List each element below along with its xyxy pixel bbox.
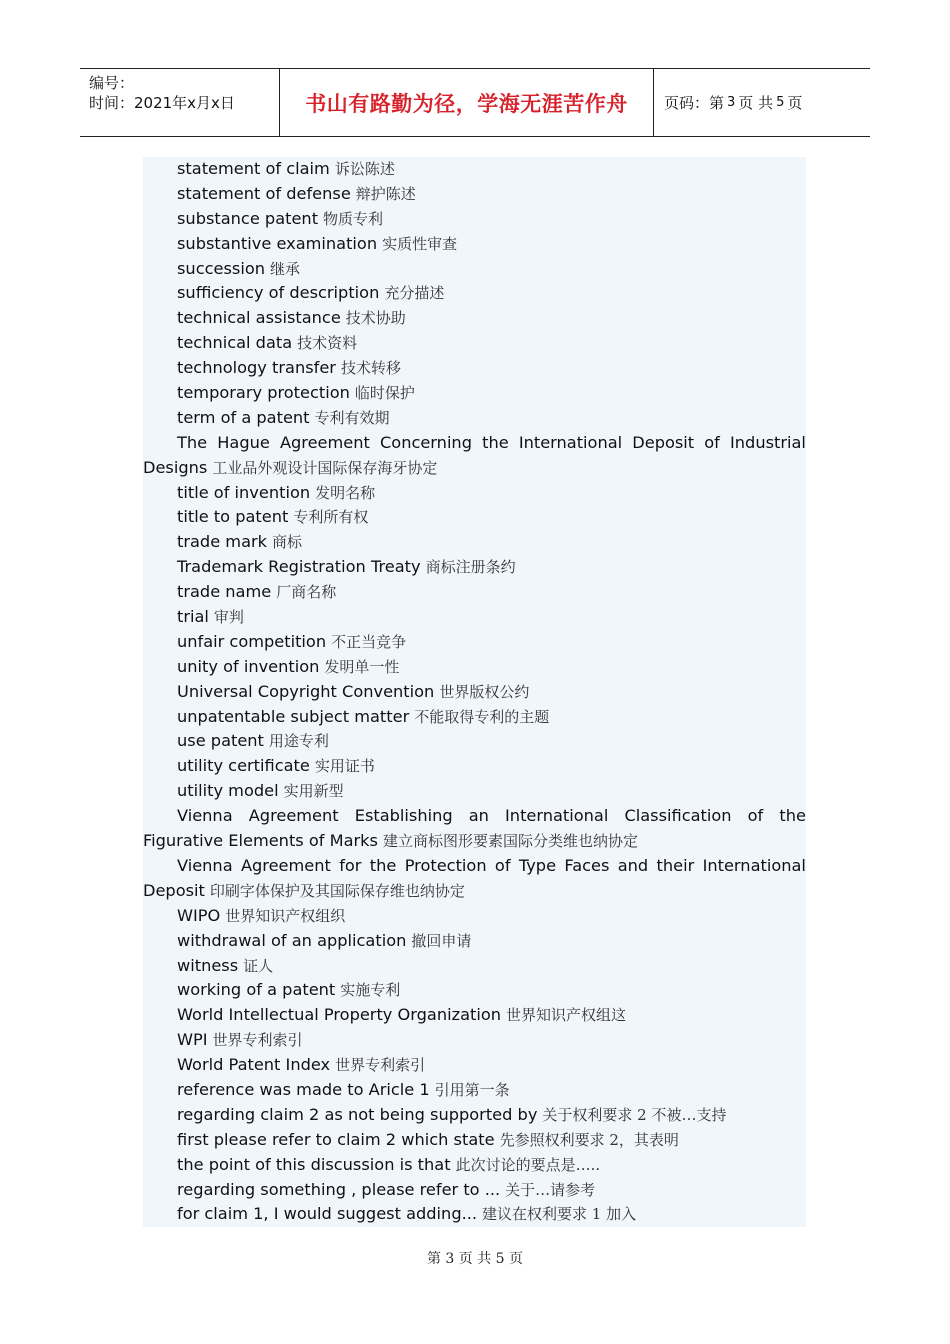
glossary-entry — [143, 929, 806, 954]
term-zh: 世界专利索引 — [212, 1031, 303, 1050]
hague-line — [143, 431, 806, 456]
justified-word: Industrial — [730, 432, 806, 452]
term-zh: 印刷字体保护及其国际保存维也纳协定 — [209, 881, 465, 900]
term-zh: 不能取得专利的主题 — [414, 707, 550, 726]
term-en: succession — [177, 258, 265, 278]
page-header — [80, 68, 870, 137]
page-footer: 第 3 页 共 5 页 — [426, 1251, 524, 1267]
justified-word: of — [494, 855, 511, 875]
term-en: regarding claim 2 as not being supported by — [177, 1104, 538, 1124]
term-zh: 物质专利 — [323, 209, 384, 228]
term-zh: 世界知识产权组这 — [506, 1006, 627, 1025]
term-zh: 临时保护 — [354, 384, 415, 403]
term-en: regarding something , please refer to ... — [177, 1179, 501, 1199]
term-en: working of a patent — [177, 980, 336, 1000]
justified-word: Vienna — [177, 806, 233, 826]
glossary-entry — [143, 257, 806, 282]
term-zh: 不正当竞争 — [331, 632, 407, 651]
term-zh: 商标注册条约 — [425, 558, 516, 577]
term-en: trade name — [177, 582, 272, 602]
term-zh: 技术协助 — [345, 309, 406, 328]
time-label: 时间：2021年x月x日 — [89, 94, 235, 112]
justified-word: Agreement — [279, 432, 370, 452]
term-en: temporary protection — [177, 383, 350, 403]
term-zh: 建立商标图形要素国际分类维也纳协定 — [382, 832, 638, 851]
term-en: substantive examination — [177, 233, 378, 253]
glossary-entry — [143, 779, 806, 804]
term-zh: 工业品外观设计国际保存海牙协定 — [212, 458, 438, 477]
glossary-content — [143, 157, 806, 1227]
justified-word: of — [704, 432, 720, 452]
term-zh: 关于…请参考 — [505, 1180, 596, 1199]
glossary-entry — [143, 655, 806, 680]
term-zh: 技术资料 — [297, 334, 358, 353]
page-suffix: 页 — [787, 94, 803, 112]
glossary-entry — [143, 754, 806, 779]
term-en: WPI — [177, 1030, 208, 1050]
term-zh: 诉讼陈述 — [334, 160, 395, 178]
justified-word: Hague — [217, 432, 270, 452]
justified-word: International — [702, 855, 806, 875]
glossary-entry — [143, 381, 806, 406]
term-en: first please refer to claim 2 which state — [177, 1129, 495, 1149]
glossary-entry — [143, 904, 806, 929]
vienna1-cont — [143, 829, 806, 854]
term-en: trial — [177, 607, 209, 627]
justified-word: Concerning — [379, 432, 472, 452]
glossary-list-2 — [143, 481, 806, 805]
term-zh: 证人 — [243, 956, 274, 975]
glossary-entry — [143, 406, 806, 431]
page-current: 3 — [727, 95, 736, 110]
glossary-entry — [143, 555, 806, 580]
term-zh: 实用新型 — [283, 782, 344, 801]
justified-word: the — [482, 432, 509, 452]
glossary-entry — [143, 481, 806, 506]
glossary-entry — [143, 1053, 806, 1078]
page-prefix: 页码：第 — [664, 94, 725, 112]
glossary-entry — [143, 705, 806, 730]
vienna1-line — [143, 804, 806, 829]
glossary-entry — [143, 630, 806, 655]
term-en: technical assistance — [177, 308, 341, 328]
glossary-entry — [143, 1078, 806, 1103]
term-en: unity of invention — [177, 656, 320, 676]
term-en: utility model — [177, 781, 279, 801]
glossary-entry — [143, 1128, 806, 1153]
term-en: statement of defense — [177, 183, 351, 203]
glossary-entry — [143, 157, 806, 182]
term-en: for claim 1, I would suggest adding... — [177, 1204, 478, 1224]
term-en: World Patent Index — [177, 1055, 331, 1075]
glossary-entry — [143, 1028, 806, 1053]
term-en: trade mark — [177, 532, 268, 552]
glossary-entry — [143, 680, 806, 705]
term-zh: 实质性审查 — [382, 234, 458, 253]
justified-word: for — [339, 855, 362, 875]
term-en: utility certificate — [177, 756, 310, 776]
justified-word: Classification — [624, 806, 732, 826]
vienna2-cont — [143, 879, 806, 904]
glossary-entry — [143, 1202, 806, 1227]
term-zh: 专利有效期 — [314, 408, 390, 427]
term-en: term of a patent — [177, 407, 310, 427]
term-en: Figurative Elements of Marks — [143, 831, 378, 851]
header-page-info — [654, 69, 870, 136]
term-zh: 关于权利要求 2 不被…支持 — [542, 1105, 727, 1124]
term-en: title of invention — [177, 482, 311, 502]
term-en: Universal Copyright Convention — [177, 681, 435, 701]
page-total: 5 — [776, 95, 785, 110]
term-zh: 专利所有权 — [293, 508, 369, 527]
glossary-entry — [143, 182, 806, 207]
term-en: title to patent — [177, 507, 289, 527]
justified-word: International — [518, 432, 623, 452]
glossary-entry — [143, 729, 806, 754]
term-zh: 撤回申请 — [411, 931, 472, 950]
justified-word: and — [617, 855, 649, 875]
glossary-entry — [143, 1003, 806, 1028]
justified-word: their — [656, 855, 695, 875]
justified-word: The — [177, 432, 208, 452]
header-meta — [80, 69, 280, 136]
justified-word: Deposit — [632, 432, 695, 452]
justified-word: an — [468, 806, 489, 826]
term-zh: 商标 — [272, 533, 303, 552]
term-zh: 审判 — [213, 608, 244, 627]
glossary-entry — [143, 331, 806, 356]
hague-cont — [143, 456, 806, 481]
glossary-entry — [143, 580, 806, 605]
term-en: unpatentable subject matter — [177, 706, 410, 726]
term-en: unfair competition — [177, 631, 327, 651]
glossary-list-1 — [143, 157, 806, 431]
glossary-entry — [143, 605, 806, 630]
term-en: witness — [177, 955, 239, 975]
justified-word: Vienna — [177, 855, 233, 875]
page-mid: 页 共 — [738, 94, 774, 112]
term-zh: 此次讨论的要点是….. — [455, 1155, 601, 1174]
glossary-entry — [143, 306, 806, 331]
justified-word: the — [369, 855, 397, 875]
term-zh: 实施专利 — [340, 981, 401, 1000]
glossary-entry — [143, 954, 806, 979]
term-zh: 引用第一条 — [434, 1080, 510, 1099]
term-en: technical data — [177, 333, 293, 353]
term-en: sufficiency of description — [177, 283, 380, 303]
term-zh: 厂商名称 — [276, 583, 337, 602]
justified-word: Type — [518, 855, 557, 875]
term-zh: 世界知识产权组织 — [225, 906, 346, 925]
justified-word: Faces — [564, 855, 610, 875]
justified-word: International — [505, 806, 609, 826]
term-en: substance patent — [177, 208, 319, 228]
term-zh: 继承 — [269, 259, 300, 278]
glossary-entry — [143, 232, 806, 257]
glossary-entry — [143, 505, 806, 530]
glossary-entry — [143, 1178, 806, 1203]
term-zh: 用途专利 — [268, 732, 329, 751]
justified-word: of — [747, 806, 764, 826]
term-en: World Intellectual Property Organization — [177, 1005, 502, 1025]
glossary-list-3 — [143, 904, 806, 1228]
justified-word: Agreement — [248, 806, 339, 826]
glossary-entry — [143, 281, 806, 306]
glossary-entry — [143, 356, 806, 381]
term-en: withdrawal of an application — [177, 930, 407, 950]
term-zh: 发明名称 — [315, 483, 376, 502]
term-zh: 辩护陈述 — [355, 184, 416, 203]
justified-word: Establishing — [354, 806, 453, 826]
term-en: statement of claim — [177, 159, 330, 178]
term-zh: 建议在权利要求 1 加入 — [482, 1205, 637, 1224]
vienna2-line — [143, 854, 806, 879]
glossary-entry — [143, 1153, 806, 1178]
glossary-entry — [143, 1103, 806, 1128]
term-zh: 先参照权利要求 2，其表明 — [499, 1130, 679, 1149]
term-en: Trademark Registration Treaty — [177, 557, 421, 577]
number-label: 编号： — [89, 74, 135, 92]
term-en: reference was made to Aricle 1 — [177, 1079, 430, 1099]
glossary-entry — [143, 530, 806, 555]
justified-word: Agreement — [240, 855, 331, 875]
term-zh: 世界版权公约 — [439, 682, 530, 701]
term-en: technology transfer — [177, 358, 336, 378]
header-motto: 书山有路勤为径，学海无涯苦作舟 — [280, 69, 654, 136]
glossary-entry — [143, 978, 806, 1003]
justified-word: the — [779, 806, 806, 826]
term-en: WIPO — [177, 905, 221, 925]
justified-word: Protection — [404, 855, 487, 875]
term-zh: 发明单一性 — [324, 657, 400, 676]
term-en: Designs — [143, 457, 208, 477]
term-zh: 技术转移 — [340, 359, 401, 378]
term-en: the point of this discussion is that — [177, 1154, 451, 1174]
term-zh: 世界专利索引 — [335, 1056, 426, 1075]
term-zh: 实用证书 — [314, 757, 375, 776]
term-en: use patent — [177, 731, 264, 751]
glossary-entry — [143, 207, 806, 232]
term-zh: 充分描述 — [384, 284, 445, 303]
term-en: Deposit — [143, 880, 205, 900]
